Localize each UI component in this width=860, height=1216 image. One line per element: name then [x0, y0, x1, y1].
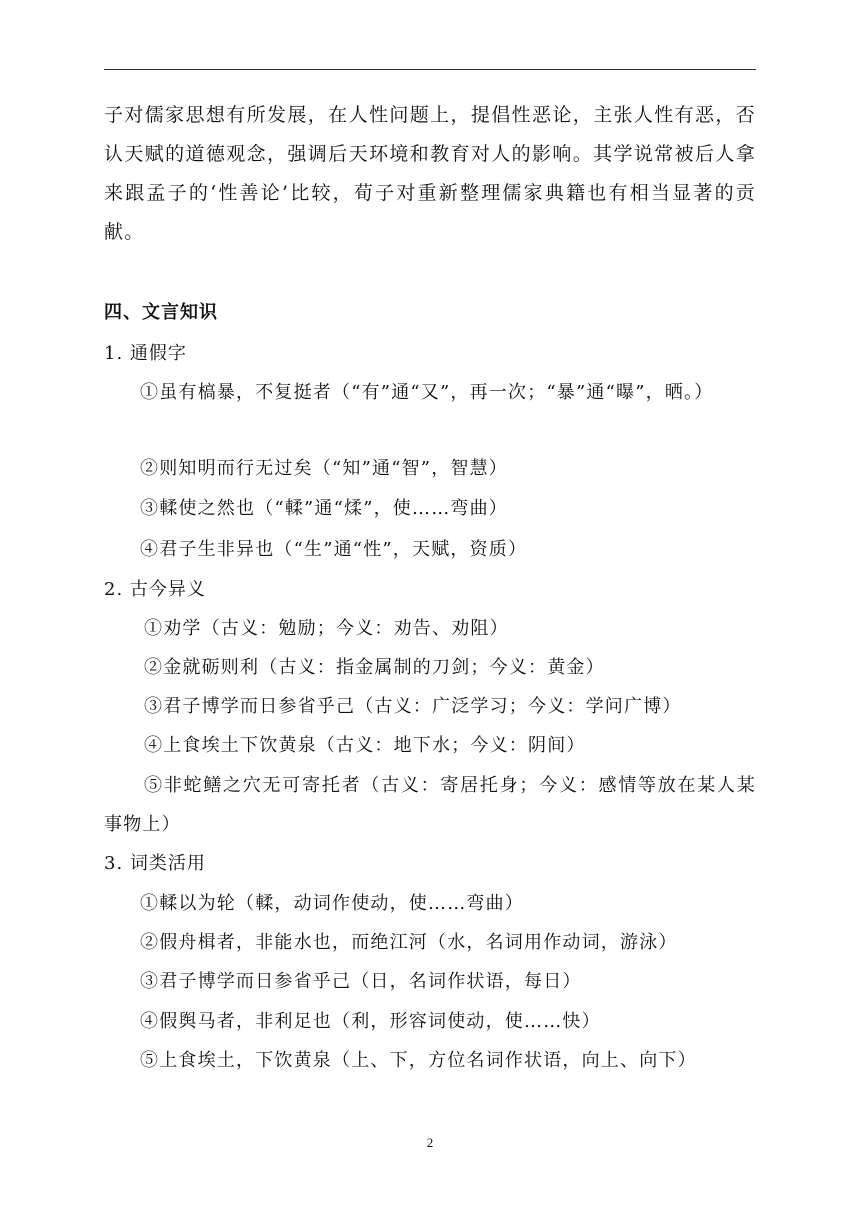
list-item: ③君子博学而日参省乎己（古义：广泛学习；今义：学问广博） — [144, 696, 682, 717]
list-item: ④上食埃土下饮黄泉（古义：地下水；今义：阴间） — [144, 735, 586, 756]
list-item: ③君子博学而日参省乎己（日，名词作状语，每日） — [140, 971, 582, 992]
page-number: 2 — [426, 1135, 434, 1150]
intro-paragraph: 子对儒家思想有所发展，在人性问题上，提倡性恶论，主张人性有恶，否认天赋的道德观念，强调后天环境和教育对人的影响。其学说常被后人拿来跟孟子的‘性善论’比较，荀子对重新整理儒家典籍也有相当显著的贡献。 — [104, 104, 756, 243]
list-item: ①劝学（古义：勉励；今义：劝告、劝阻） — [144, 618, 509, 639]
section-title-gujinyiyi: 2. 古今异义 — [104, 579, 206, 600]
header-rule — [104, 69, 756, 70]
section-title-tongjiazi: 1. 通假字 — [104, 343, 187, 364]
list-item: ②则知明而行无过矣（“知”通“智”，智慧） — [140, 458, 509, 479]
list-item: ①輮以为轮（輮，动词作使动，使……弯曲） — [140, 893, 524, 914]
list-item: ④君子生非异也（“生”通“性”，天赋，资质） — [140, 539, 528, 560]
list-item: ②假舟楫者，非能水也，而绝江河（水，名词用作动词，游泳） — [140, 932, 678, 953]
list-item: ⑤上食埃土，下饮黄泉（上、下，方位名词作状语，向上、向下） — [140, 1050, 697, 1071]
section-heading: 四、文言知识 — [104, 302, 218, 323]
section-title-cileihuoyong: 3. 词类活用 — [104, 853, 206, 874]
list-item: ③輮使之然也（“輮”通“煣”，使……弯曲） — [140, 498, 509, 519]
list-item: ①虽有槁暴，不复挺者（“有”通“又”，再一次；“暴”通“曝”，晒。） — [140, 382, 714, 403]
list-item: ⑤非蛇鳝之穴无可寄托者（古义：寄居托身；今义：感情等放在某人某事物上） — [104, 775, 756, 835]
list-item: ②金就砺则利（古义：指金属制的刀剑；今义：黄金） — [144, 657, 605, 678]
list-item: ④假舆马者，非利足也（利，形容词使动，使……快） — [140, 1011, 601, 1032]
